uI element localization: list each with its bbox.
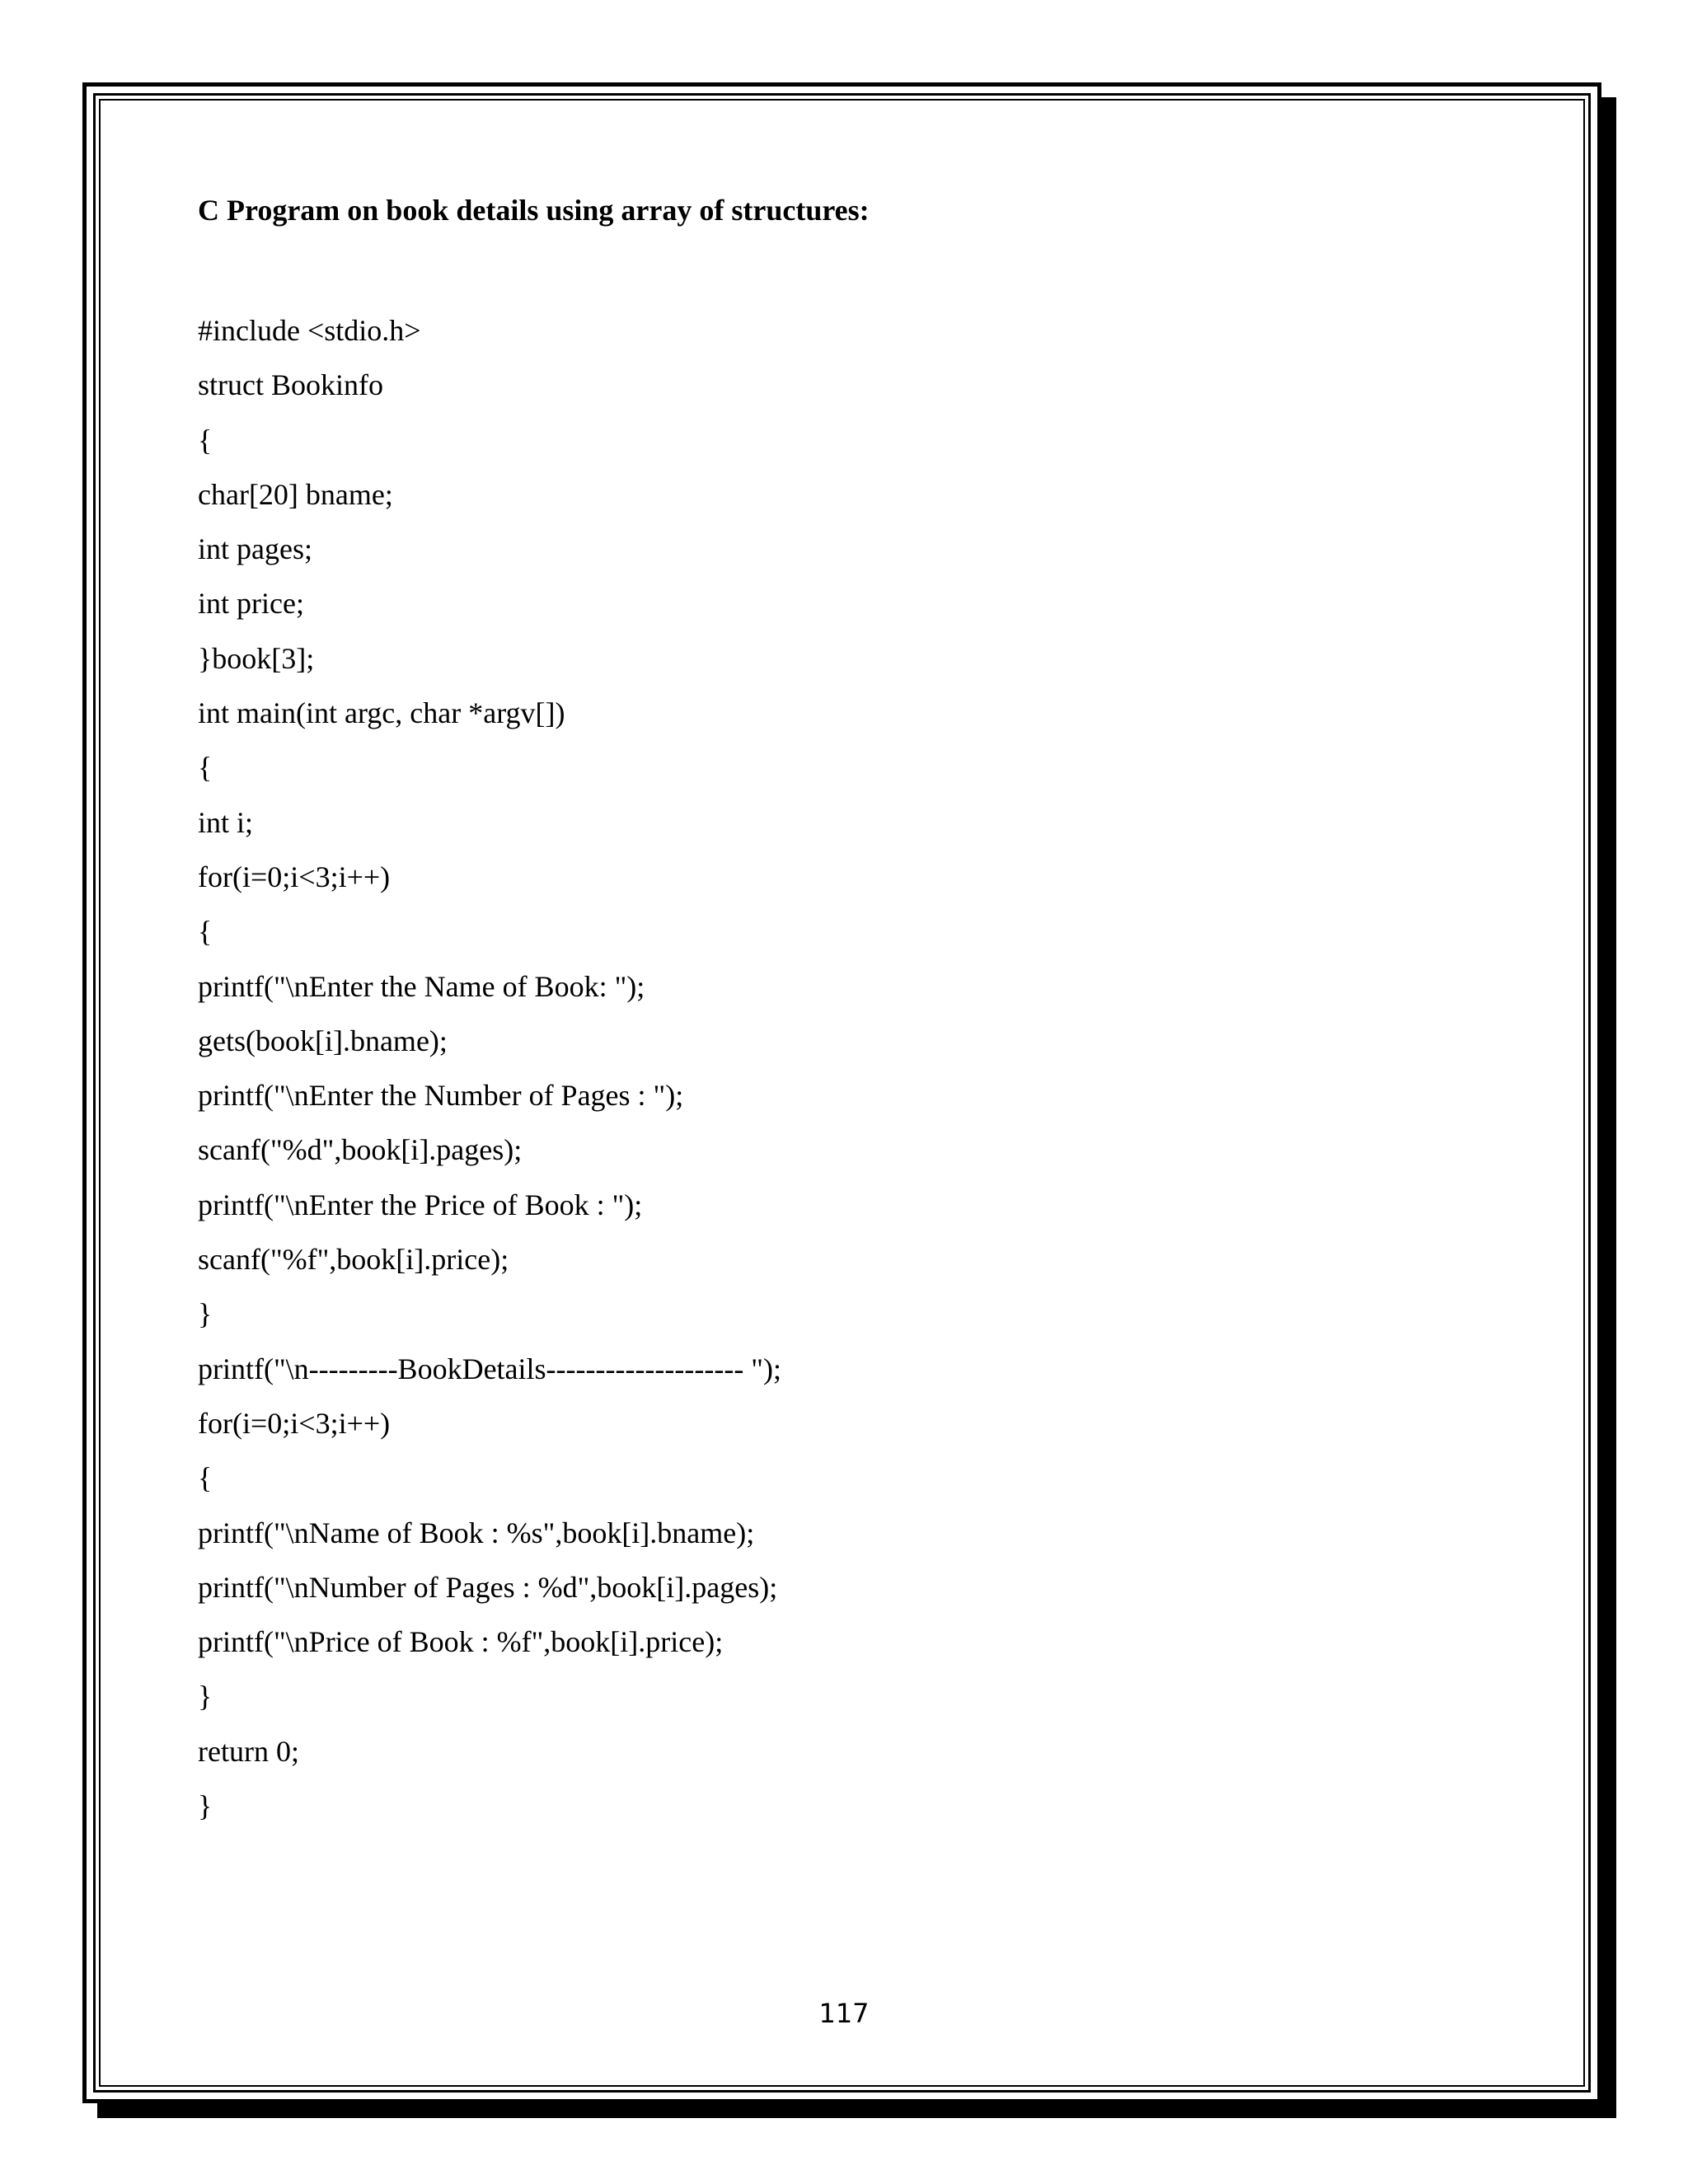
code-line: } — [198, 1789, 213, 1823]
code-line: #include <stdio.h> — [198, 314, 421, 347]
code-line: printf("\nPrice of Book : %f",book[i].price); — [198, 1625, 724, 1659]
code-listing — [198, 303, 781, 1833]
code-line: printf("\nEnter the Price of Book : "); — [198, 1188, 643, 1221]
code-line: { — [198, 751, 213, 785]
code-line: struct Bookinfo — [198, 368, 383, 402]
code-line: printf("\nNumber of Pages : %d",book[i].pages); — [198, 1570, 778, 1604]
code-line: scanf("%f",book[i].price); — [198, 1243, 509, 1277]
code-line: int pages; — [198, 532, 312, 566]
code-line: gets(book[i].bname); — [198, 1024, 448, 1057]
code-line: for(i=0;i<3;i++) — [198, 860, 391, 893]
code-line: return 0; — [198, 1734, 299, 1768]
code-line: } — [198, 1680, 213, 1713]
code-line: { — [198, 1461, 213, 1495]
code-line: }book[3]; — [198, 641, 315, 675]
page-heading: C Program on book details using array of structures: — [198, 194, 870, 227]
page-number: 117 — [818, 1998, 870, 2029]
code-line: { — [198, 423, 213, 457]
code-line: scanf("%d",book[i].pages); — [198, 1133, 523, 1167]
code-line: for(i=0;i<3;i++) — [198, 1406, 391, 1440]
code-line: printf("\nEnter the Name of Book: "); — [198, 969, 645, 1003]
code-line: { — [198, 915, 213, 949]
code-line: int main(int argc, char *argv[]) — [198, 696, 565, 730]
code-line: int i; — [198, 805, 254, 839]
code-line: int price; — [198, 587, 304, 621]
code-line: printf("\n---------BookDetails-------------------- "); — [198, 1352, 781, 1385]
code-line: printf("\nEnter the Number of Pages : "); — [198, 1079, 684, 1113]
code-line: char[20] bname; — [198, 477, 393, 511]
code-line: } — [198, 1297, 213, 1331]
code-line: printf("\nName of Book : %s",book[i].bname); — [198, 1516, 755, 1549]
